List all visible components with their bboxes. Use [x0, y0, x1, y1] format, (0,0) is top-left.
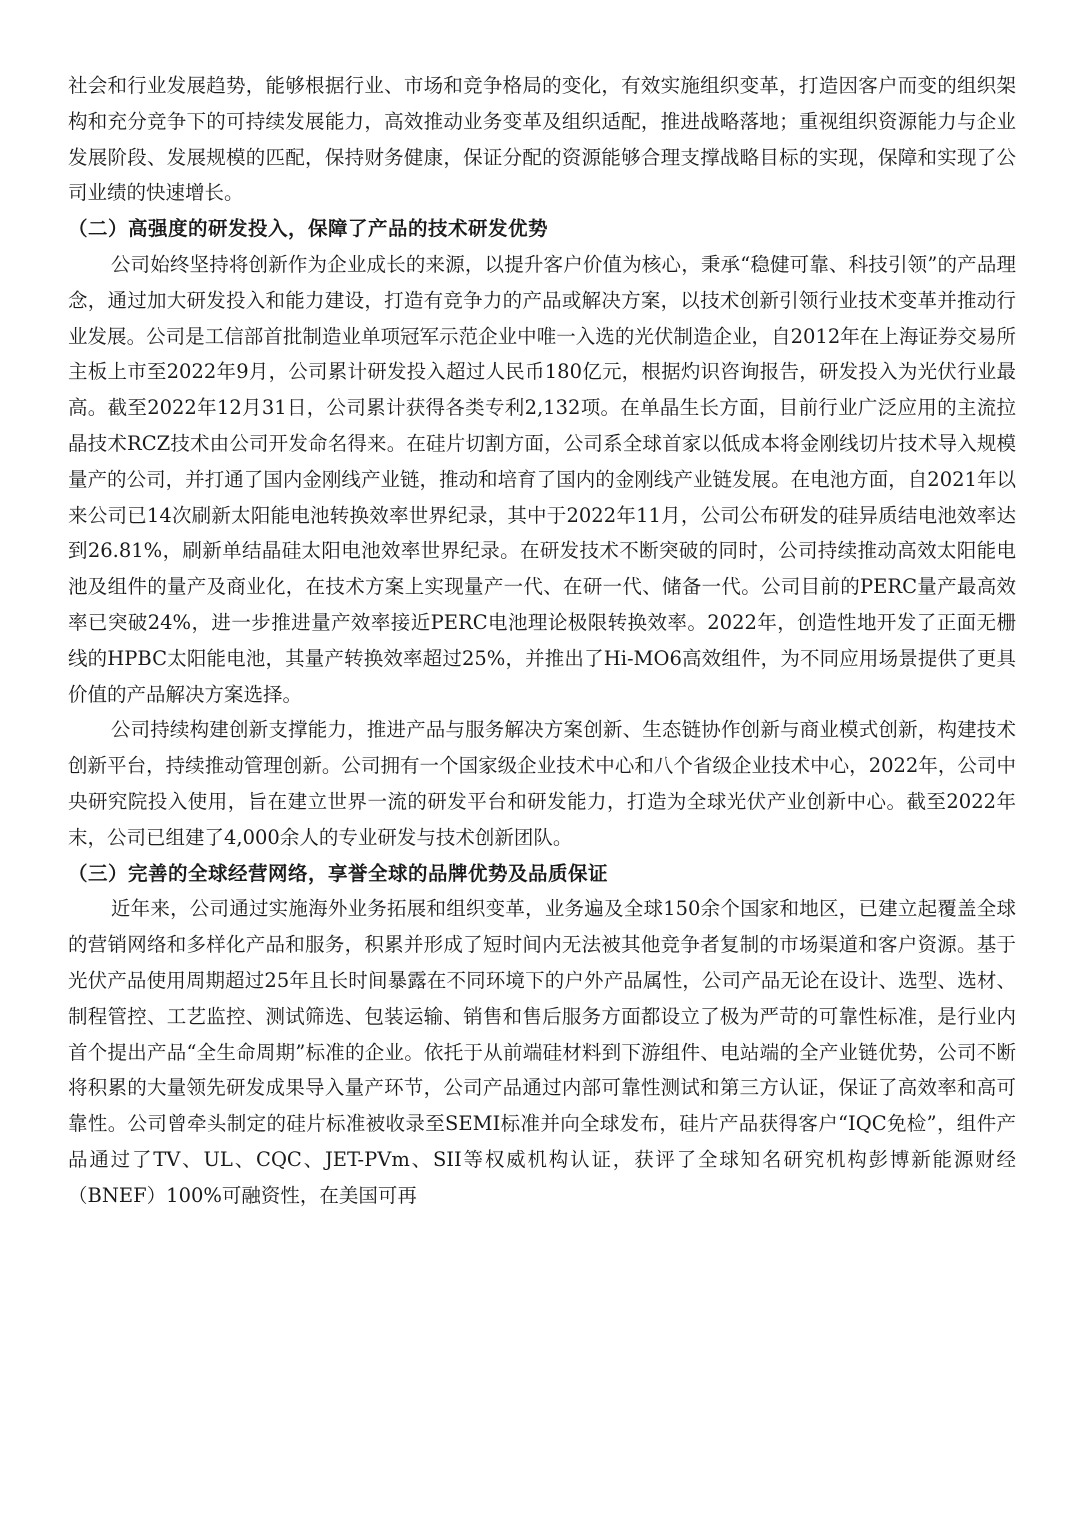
paragraph-global-network: 近年来，公司通过实施海外业务拓展和组织变革，业务遍及全球150余个国家和地区，已建立起覆盖全球的营销网络和多样化产品和服务，积累并形成了短时间内无法被其他竞争者复制的市场渠道和客户资源。基于光伏产品使用周期超过25年且长时间暴露在不同环境下的户外产品属性，公司产品无论在设计、选型、选材、制程管控、工艺监控、测试筛选、包装运输、销售和售后服务方面都设立了极为严苛的可靠性标准，是行业内首个提出产品“全生命周期”标准的企业。依托于从前端硅材料到下游组件、电站端的全产业链优势，公司不断将积累的大量领先研发成果导入量产环节，公司产品通过内部可靠性测试和第三方认证，保证了高效率和高可靠性。公司曾牵头制定的硅片标准被收录至SEMI标准并向全球发布，硅片产品获得客户“IQC免检”，组件产品通过了TV、UL、CQC、JET-PVm、SII等权威机构认证，获评了全球知名研究机构彭博新能源财经（BNEF）100%可融资性，在美国可再 — [68, 897, 1016, 1207]
paragraph-org-continuation: 社会和行业发展趋势，能够根据行业、市场和竞争格局的变化，有效实施组织变革，打造因客户而变的组织架构和充分竞争下的可持续发展能力，高效推动业务变革及组织适配，推进战略落地；重视组织资源能力与企业发展阶段、发展规模的匹配，保持财务健康，保证分配的资源能够合理支撑战略目标的实现，保障和实现了公司业绩的快速增长。 — [68, 74, 1016, 205]
section-heading-rd: （二）高强度的研发投入，保障了产品的技术研发优势 — [68, 217, 549, 241]
section-heading-global-network: （三）完善的全球经营网络，享誉全球的品牌优势及品质保证 — [68, 861, 609, 885]
paragraph-innovation-capacity: 公司持续构建创新支撑能力，推进产品与服务解决方案创新、生态链协作创新与商业模式创新，构建技术创新平台，持续推动管理创新。公司拥有一个国家级企业技术中心和八个省级企业技术中心，2022年，公司中央研究院投入使用，旨在建立世界一流的研发平台和研发能力，打造为全球光伏产业创新中心。截至2022年末，公司已组建了4,000余人的专业研发与技术创新团队。 — [68, 718, 1016, 849]
paragraph-rd-investment: 公司始终坚持将创新作为企业成长的来源，以提升客户价值为核心，秉承“稳健可靠、科技引领”的产品理念，通过加大研发投入和能力建设，打造有竞争力的产品或解决方案，以技术创新引领行业技术变革并推动行业发展。公司是工信部首批制造业单项冠军示范企业中唯一入选的光伏制造企业，自2012年在上海证券交易所主板上市至2022年9月，公司累计研发投入超过人民币180亿元，根据灼识咨询报告，研发投入为光伏行业最高。截至2022年12月31日，公司累计获得各类专利2,132项。在单晶生长方面，目前行业广泛应用的主流拉晶技术RCZ技术由公司开发命名得来。在硅片切割方面，公司系全球首家以低成本将金刚线切片技术导入规模量产的公司，并打通了国内金刚线产业链，推动和培育了国内的金刚线产业链发展。在电池方面，自2021年以来公司已14次刷新太阳能电池转换效率世界纪录，其中于2022年11月，公司公布研发的硅异质结电池效率达到26.81%，刷新单结晶硅太阳电池效率世界纪录。在研发技术不断突破的同时，公司持续推动高效太阳能电池及组件的量产及商业化，在技术方案上实现量产一代、在研一代、储备一代。公司目前的PERC量产最高效率已突破24%，进一步推进量产效率接近PERC电池理论极限转换效率。2022年，创造性地开发了正面无栅线的HPBC太阳能电池，其量产转换效率超过25%，并推出了Hi-MO6高效组件，为不同应用场景提供了更具价值的产品解决方案选择。 — [68, 252, 1016, 706]
